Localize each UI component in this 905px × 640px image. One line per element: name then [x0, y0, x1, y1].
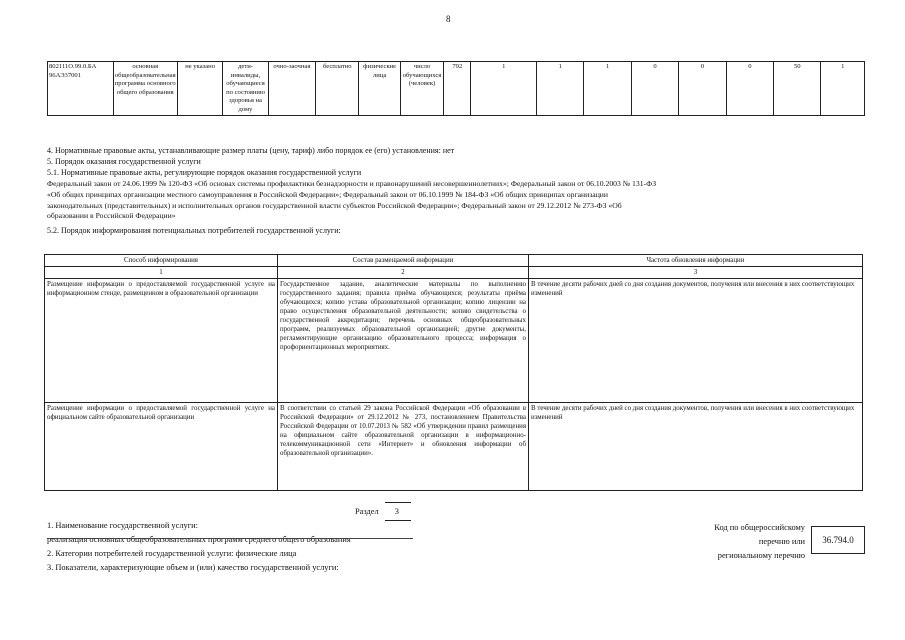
divider	[385, 520, 411, 521]
value-cell: 0	[679, 62, 726, 116]
form-cell: очно-заочная	[268, 62, 315, 116]
text-line: «Об общих принципах организации местного самоуправления в Российской Федерации»; Федеральный закон от 06.10.1999 № 184-ФЗ «Об общих принципах организации	[47, 189, 609, 199]
frequency-cell: В течение десяти рабочих дней со дня создания документов, получения или внесения в них соответствующих изменений	[529, 403, 863, 491]
table-row	[45, 403, 863, 491]
section-label: Раздел	[355, 507, 379, 516]
column-header: Частота обновления информации	[529, 255, 863, 267]
value-cell: 1	[537, 62, 584, 116]
text-line: 5.2. Порядок информирования потенциальных потребителей государственной услуги:	[47, 226, 341, 236]
value-cell: 0	[631, 62, 678, 116]
text-line: 1. Наименование государственной услуги:	[47, 521, 198, 530]
consumer-cell: физические лица	[359, 62, 400, 116]
method-cell: Размещение информации о предоставляемой государственной услуге на официальном сайте образовательной организации	[45, 403, 278, 491]
registry-table	[47, 61, 865, 116]
method-cell: Размещение информации о предоставляемой государственной услуге на информационном стенде, размещенном в образовательной организации	[45, 279, 278, 403]
code-label-line: Код по общероссийскому	[714, 523, 805, 532]
registry-code-cell: 802111О.99.0.БА 96АЭ37001	[48, 62, 114, 116]
text-line: Федеральный закон от 24.06.1999 № 120-ФЗ «Об основах системы профилактики безнадзорности и правонарушений несовершеннолетних»; Федеральный закон от 06.10.2003 № 131-ФЗ	[47, 178, 657, 188]
table-row	[45, 279, 863, 403]
table-row	[48, 62, 865, 116]
code-value-box: 36.794.0	[811, 526, 865, 554]
table-header-row	[45, 255, 863, 267]
text-line: 5.1. Нормативные правовые акты, регулирующие порядок оказания государственной услуги	[47, 167, 362, 177]
text-line: реализация основных общеобразовательных программ среднего общего образования	[47, 535, 351, 544]
standard-cell: не указано	[177, 62, 222, 116]
table-number-row	[45, 267, 863, 279]
section-4-text	[47, 146, 867, 237]
frequency-cell: В течение десяти рабочих дней со дня создания документов, получения или внесения в них соответствующих изменений	[529, 279, 863, 403]
section-title	[355, 507, 399, 516]
page-number: 8	[446, 14, 451, 24]
indicator-cell: число обучающихся (человек)	[400, 62, 443, 116]
column-number: 2	[278, 267, 529, 279]
underline	[47, 538, 413, 539]
text-line: 3. Показатели, характеризующие объем и (или) качество государственной услуги:	[47, 563, 339, 572]
info-table	[44, 254, 863, 491]
okei-cell: 792	[444, 62, 471, 116]
divider	[385, 502, 411, 503]
value-cell: 1	[821, 62, 865, 116]
value-cell: 50	[774, 62, 821, 116]
code-label	[714, 521, 805, 563]
text-line: 4. Нормативные правовые акты, устанавливающие размер платы (цену, тариф) либо порядок ее (его) установления: нет	[47, 146, 455, 155]
value-cell: 1	[471, 62, 537, 116]
program-cell: основная общеобразовательная программа основного общего образования	[113, 62, 177, 116]
content-cell: В соответствии со статьей 29 закона Российской Федерации «Об образовании в Российской Федерации» от 29.12.2012 № 273, постановлением Правительства Российской Федерации от 10.07.2013 № 582 «Об утверждении правил размещения на официальном сайте образовательной организации в информационно-телекоммуникационной сети «Интернет» и обновления информации об образовательной организации».	[278, 403, 529, 491]
code-label-line: перечню или	[758, 537, 805, 546]
value-cell: 0	[726, 62, 773, 116]
section-number: 3	[394, 507, 399, 516]
column-number: 3	[529, 267, 863, 279]
code-label-line: региональному перечню	[717, 551, 805, 560]
category-cell: дети-инвалиды, обучающиеся по состоянию здоровья на дому	[223, 62, 268, 116]
service-description	[47, 519, 351, 575]
column-header: Состав размещаемой информации	[278, 255, 529, 267]
payment-cell: бесплатно	[316, 62, 359, 116]
column-header: Способ информирования	[45, 255, 278, 267]
column-number: 1	[45, 267, 278, 279]
text-line: 2. Категории потребителей государственной услуги: физические лица	[47, 549, 297, 558]
value-cell: 1	[584, 62, 631, 116]
text-line: законодательных (представительных) и исполнительных органов государственной власти субъектов Российской Федерации»; Федеральный закон от 29.12.2012 № 273-ФЗ «Об	[47, 200, 622, 210]
content-cell: Государственное задание, аналитические материалы по выполнению государственного задания; правила приёма обучающихся; результаты приёма обучающихся; копию устава образовательной организации; копию лицензии на право осуществления образовательной деятельности; копию свидетельства о государственной аккредитации; перечень основных общеобразовательных программ, реализуемых образовательной организацией; другие документы, регламентирующие организацию образовательного процесса; информация о профориентационных мероприятиях.	[278, 279, 529, 403]
text-line: образовании в Российской Федерации»	[47, 211, 176, 221]
text-line: 5. Порядок оказания государственной услуги	[47, 156, 201, 166]
